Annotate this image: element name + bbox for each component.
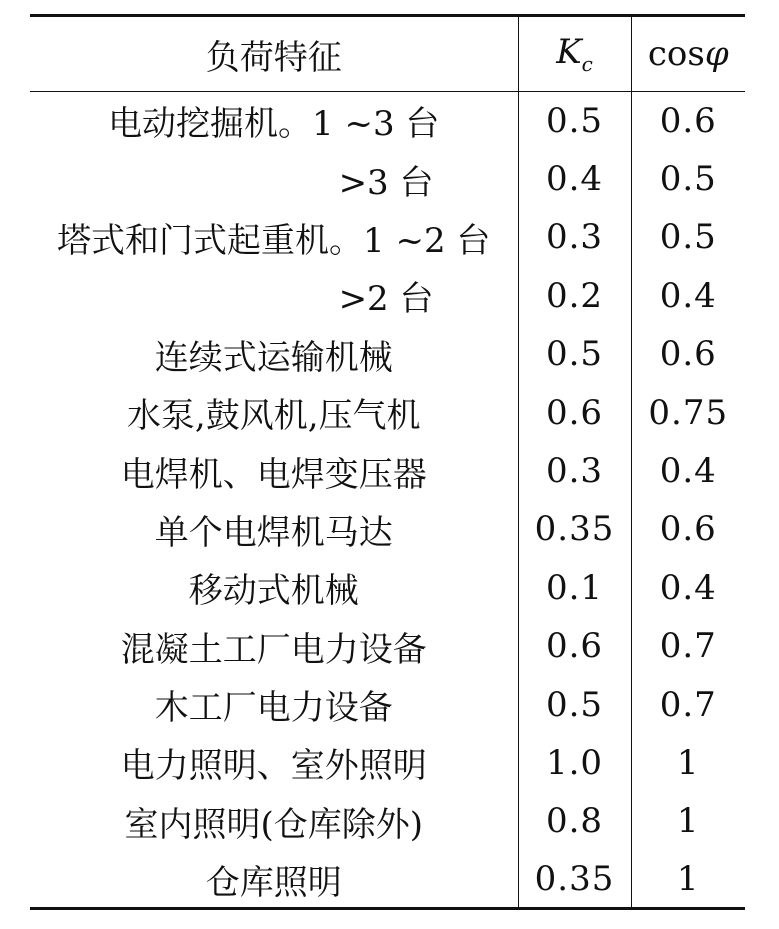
cell-load-feature: 仓库照明 — [30, 851, 518, 909]
cell-load-feature: 电焊机、电焊变压器 — [120, 454, 427, 495]
header-kc-symbol: K — [556, 32, 582, 72]
cell-cos-phi: 0.6 — [631, 325, 745, 383]
cell-load-feature: >2 台 — [338, 279, 434, 320]
cell-cos-phi: 0.4 — [631, 267, 745, 325]
cell-kc: 0.6 — [518, 617, 631, 675]
cell-load-feature: 混凝土工厂电力设备 — [120, 629, 427, 670]
cell-cos-phi: 0.5 — [631, 150, 745, 208]
header-cos-prefix: cos — [647, 34, 705, 74]
cell-cos-phi: 0.75 — [631, 383, 745, 441]
table-header — [30, 16, 745, 92]
cell-load-feature: 水泵,鼓风机,压气机 — [126, 396, 421, 437]
load-factor-table-container — [30, 14, 745, 910]
cell-kc: 0.5 — [518, 325, 631, 383]
table-row — [30, 675, 745, 733]
cell-cos-phi: 0.7 — [631, 617, 745, 675]
cell-cos-phi: 1 — [631, 734, 745, 792]
cell-kc: 0.6 — [518, 383, 631, 441]
table-row — [30, 208, 745, 266]
cell-cos-phi: 1 — [631, 792, 745, 850]
table-row — [30, 617, 745, 675]
cell-load-feature: >3 台 — [338, 162, 434, 203]
cell-load-feature: 室内照明(仓库除外) — [124, 804, 424, 845]
table-row — [30, 325, 745, 383]
cell-kc: 0.8 — [518, 792, 631, 850]
table-row — [30, 150, 745, 208]
cell-kc: 1.0 — [518, 734, 631, 792]
header-row — [30, 16, 745, 92]
cell-kc: 0.35 — [518, 851, 631, 909]
cell-cos-phi: 1 — [631, 851, 745, 909]
cell-cos-phi: 0.7 — [631, 675, 745, 733]
cell-load-feature: 塔式和门式起重机。1 ~2 台 — [57, 220, 491, 261]
cell-cos-phi: 0.6 — [631, 500, 745, 558]
cell-load-feature: 木工厂电力设备 — [154, 688, 393, 729]
cell-kc: 0.3 — [518, 442, 631, 500]
cell-load-feature: 移动式机械 — [188, 571, 359, 612]
table-row — [30, 92, 745, 150]
table-row — [30, 383, 745, 441]
header-load-feature: 负荷特征 — [30, 16, 518, 92]
cell-kc: 0.35 — [518, 500, 631, 558]
cell-kc: 0.5 — [518, 675, 631, 733]
header-cos-phi — [631, 16, 745, 92]
cell-kc: 0.4 — [518, 150, 631, 208]
header-kc-subscript: c — [581, 52, 593, 76]
cell-kc: 0.2 — [518, 267, 631, 325]
cell-load-feature: 电力照明、室外照明 — [120, 746, 427, 787]
header-kc — [518, 16, 631, 92]
table-row — [30, 442, 745, 500]
cell-cos-phi: 0.6 — [631, 92, 745, 150]
cell-load-feature: 单个电焊机马达 — [154, 512, 393, 553]
cell-cos-phi: 0.4 — [631, 559, 745, 617]
table-row — [30, 734, 745, 792]
table-row — [30, 851, 745, 909]
cell-load-feature: 电动挖掘机。1 ~3 台 — [108, 104, 440, 145]
cell-kc: 0.5 — [518, 92, 631, 150]
cell-kc: 0.1 — [518, 559, 631, 617]
table-row — [30, 500, 745, 558]
header-phi-symbol: φ — [704, 34, 729, 74]
cell-cos-phi: 0.4 — [631, 442, 745, 500]
table-row — [30, 559, 745, 617]
cell-kc: 0.3 — [518, 208, 631, 266]
cell-cos-phi: 0.5 — [631, 208, 745, 266]
table-body — [30, 92, 745, 909]
cell-load-feature: 连续式运输机械 — [154, 337, 393, 378]
load-factor-table — [30, 14, 745, 910]
table-row — [30, 792, 745, 850]
table-row — [30, 267, 745, 325]
